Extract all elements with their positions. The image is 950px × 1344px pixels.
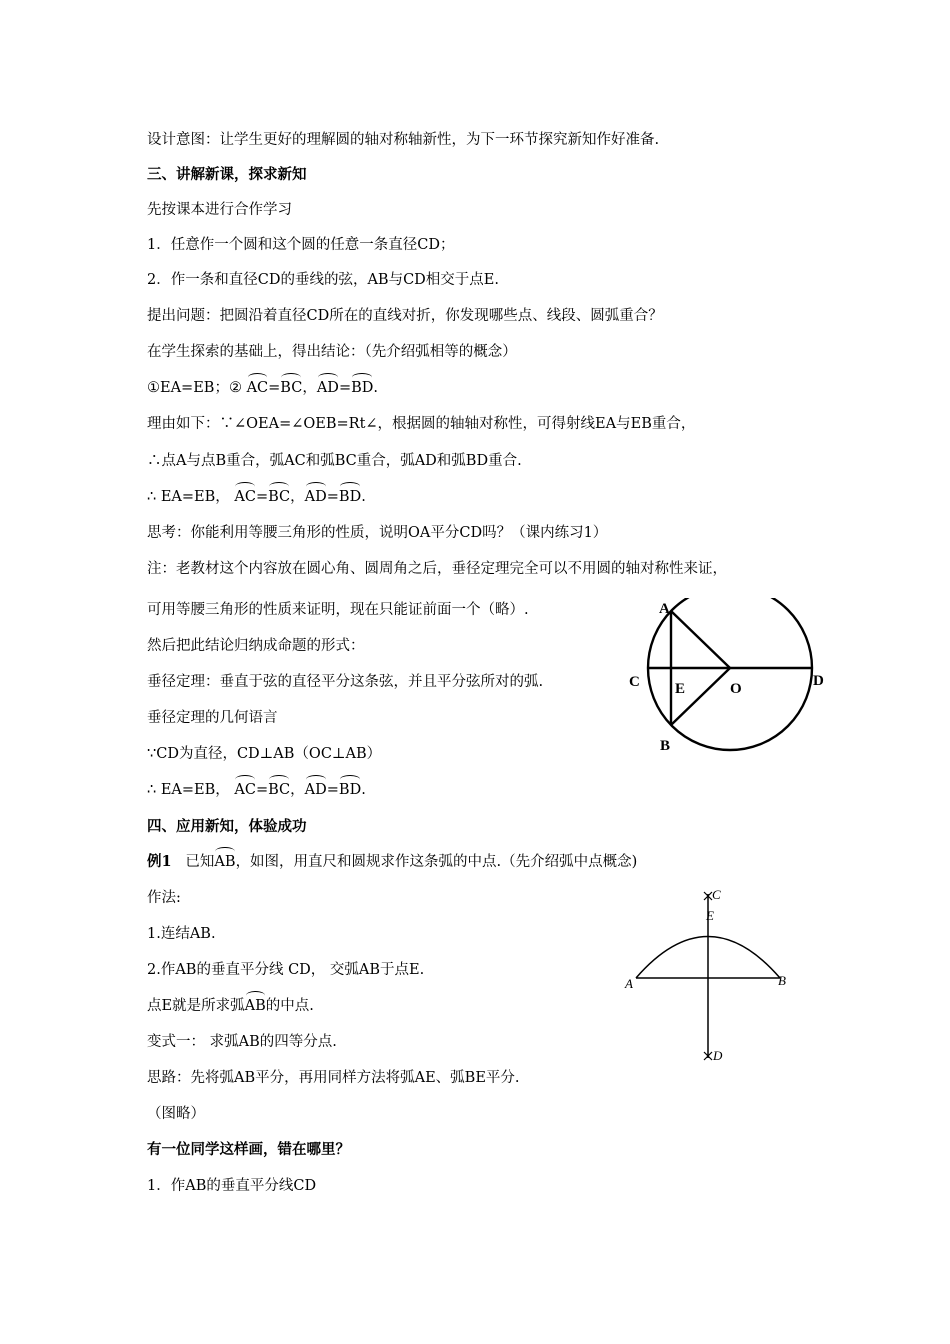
section-heading-3: 三、讲解新课，探求新知 (147, 166, 307, 183)
question-heading: 有一位同学这样画，错在哪里？ (147, 1141, 350, 1158)
arc-ac: AC (234, 489, 256, 505)
arc-bisector-diagram (620, 882, 795, 1072)
arc-bc: BC (268, 489, 291, 505)
period: . (361, 782, 366, 798)
reason-text-2: ∴点A与点B重合，弧AC和弧BC重合，弧AD和弧BD重合. (147, 453, 522, 469)
therefore-eq: ∴ EA=EB， (147, 489, 230, 505)
example-text: 已知 (185, 854, 215, 870)
thinking-question: 思考：你能利用等腰三角形的性质，说明OA平分CD吗？（课内练习1） (147, 525, 608, 541)
method-step-1: 1.连结AB. (147, 926, 216, 942)
point-e-label: E (706, 908, 714, 923)
circle-diagram (620, 598, 835, 758)
question-text: 提出问题：把圆沿着直径CD所在的直线对折，你发现哪些点、线段、圆弧重合？ (147, 308, 663, 324)
period: . (361, 489, 366, 505)
equals: = (255, 489, 269, 505)
arc-bd: BD (338, 489, 362, 505)
arc-ad: AD (304, 782, 327, 798)
equals: = (326, 489, 339, 505)
midpoint-text-2: 的中点. (265, 998, 314, 1014)
note-text: 注：老教材这个内容放在圆心角、圆周角之后，垂径定理完全可以不用圆的轴对称性来证， (147, 561, 727, 577)
equals: = (326, 782, 339, 798)
theorem-text: 垂径定理：垂直于弦的直径平分这条弦，并且平分弦所对的弧. (147, 674, 544, 690)
therefore-line (147, 487, 366, 507)
point-d-label: D (713, 1048, 723, 1063)
conclusion-intro: 在学生探索的基础上，得出结论：（先介绍弧相等的概念） (147, 344, 517, 360)
radius-oa (671, 611, 730, 668)
therefore-eq: ∴ EA=EB， (147, 782, 230, 798)
example-line (147, 852, 637, 872)
arc-bc: BC (268, 782, 291, 798)
point-b-label: B (660, 738, 671, 754)
method-step-2: 2.作AB的垂直平分线 CD， 交弧AB于点E. (147, 962, 425, 978)
reason-text: 理由如下：∵∠OEA=∠OEB=Rt∠，根据圆的轴轴对称性，可得射线EA与EB重合， (147, 416, 696, 432)
arc-ab: AB (214, 854, 236, 870)
variant-text: 变式一： 求弧AB的四等分点. (147, 1034, 337, 1050)
note-text-2: 可用等腰三角形的性质来证明，现在只能证前面一个（略）. (147, 602, 529, 618)
point-c-label: C (629, 674, 640, 690)
circle (648, 598, 812, 750)
arc-ac: AC (234, 782, 256, 798)
equals: = (268, 380, 281, 396)
period: . (373, 380, 378, 396)
arc-ac: AC (246, 380, 269, 396)
design-intent-text: 设计意图：让学生更好的理解圆的轴对称轴新性，为下一环节探究新知作好准备. (147, 132, 660, 148)
comma: ， (290, 782, 305, 798)
point-e-label: E (675, 681, 686, 697)
step-text: 1．作AB的垂直平分线CD (147, 1178, 317, 1194)
point-b-label: B (778, 973, 786, 988)
equals: = (338, 380, 352, 396)
conclusion-eq: ①EA=EB；② (147, 380, 242, 396)
midpoint-line (147, 996, 314, 1016)
conclusion-line (147, 378, 378, 398)
example-label: 例1 (147, 853, 172, 870)
point-d-label: D (813, 673, 824, 689)
comma: ， (290, 489, 305, 505)
paragraph: 先按课本进行合作学习 (147, 202, 292, 218)
point-c-label: C (712, 887, 721, 902)
theorem-conclusion (147, 780, 366, 800)
point-o-label: O (730, 681, 742, 697)
comma: ， (302, 380, 317, 396)
arc-bd: BD (338, 782, 362, 798)
midpoint-text: 点E就是所求弧 (147, 998, 245, 1014)
step-2: 2．作一条和直径CD的垂线的弦，AB与CD相交于点E. (147, 272, 499, 288)
given-text: ∵CD为直径，CD⊥AB（OC⊥AB） (147, 746, 382, 762)
example-text-2: ，如图，用直尺和圆规求作这条弧的中点.（先介绍弧中点概念) (235, 854, 638, 870)
point-a-label: A (625, 976, 633, 991)
paragraph: 然后把此结论归纳成命题的形式： (147, 638, 365, 654)
step-1: 1．任意作一个圆和这个圆的任意一条直径CD； (147, 237, 455, 253)
section-heading-4: 四、应用新知，体验成功 (147, 818, 307, 835)
arc-bd: BD (351, 380, 374, 396)
equals: = (255, 782, 269, 798)
arc-ab: AB (244, 998, 266, 1014)
method-label: 作法: (147, 890, 181, 906)
paragraph: 垂径定理的几何语言 (147, 710, 278, 726)
arc-bc: BC (280, 380, 303, 396)
point-a-label: A (659, 601, 670, 617)
approach-text: 思路：先将弧AB平分，再用同样方法将弧AE、弧BE平分. (147, 1070, 520, 1086)
arc-ad: AD (316, 380, 339, 396)
arc-ad: AD (304, 489, 327, 505)
figure-omitted: （图略） (147, 1106, 205, 1122)
